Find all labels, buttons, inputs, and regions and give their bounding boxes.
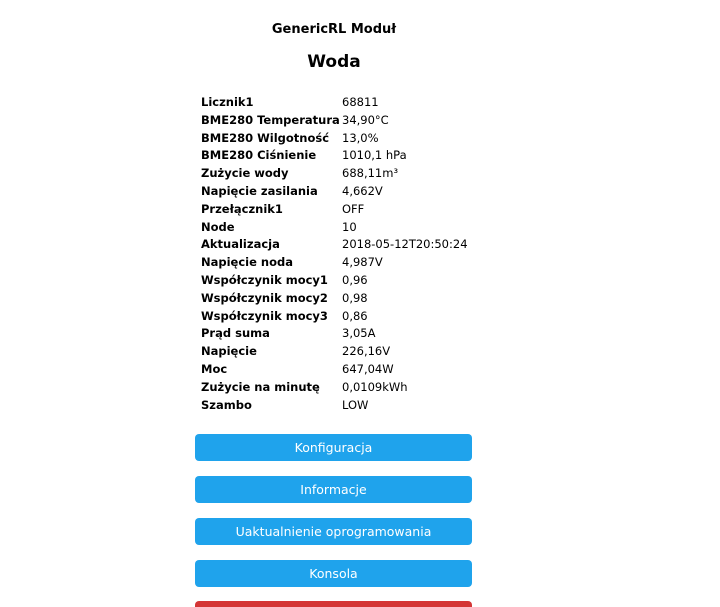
sensor-row <box>201 147 468 165</box>
sensor-value: 2018-05-12T20:50:24 <box>342 237 468 252</box>
sensor-label: BME280 Ciśnienie <box>201 148 317 163</box>
sensor-row <box>201 219 468 237</box>
sensor-value: 0,96 <box>342 272 368 287</box>
sensor-value: 4,987V <box>342 255 383 270</box>
sensor-label: Współczynik mocy1 <box>201 272 328 287</box>
sensor-value: 688,11m³ <box>342 166 399 181</box>
sensor-value: 4,662V <box>342 183 383 198</box>
configuration-button[interactable]: Konfiguracja <box>195 434 472 461</box>
sensor-row <box>201 254 468 272</box>
sensor-label: Aktualizacja <box>201 237 280 252</box>
sensor-row <box>201 325 468 343</box>
sensor-row <box>201 361 468 379</box>
sensor-row <box>201 308 468 326</box>
sensor-row <box>201 397 468 415</box>
device-name: Woda <box>307 52 361 72</box>
sensor-value: OFF <box>342 201 365 216</box>
sensor-label: Napięcie noda <box>201 255 293 270</box>
sensor-value: 68811 <box>342 95 379 109</box>
sensor-label: Zużycie na minutę <box>201 379 320 394</box>
sensor-row <box>201 343 468 361</box>
sensor-label: Node <box>201 219 235 234</box>
sensor-label: BME280 Wilgotność <box>201 130 330 145</box>
sensor-table <box>201 94 468 414</box>
sensor-label: Współczynik mocy2 <box>201 290 328 305</box>
sensor-label: Prąd suma <box>201 326 270 341</box>
sensor-row <box>201 165 468 183</box>
sensor-value: 34,90°C <box>342 112 389 127</box>
sensor-label: Moc <box>201 361 228 376</box>
sensor-row <box>201 236 468 254</box>
sensor-value: 13,0% <box>342 130 379 145</box>
sensor-value: 10 <box>342 219 357 234</box>
sensor-label: BME280 Temperatura <box>201 112 340 127</box>
sensor-value: 647,04W <box>342 361 394 376</box>
sensor-row <box>201 130 468 148</box>
sensor-value: 226,16V <box>342 344 391 359</box>
sensor-row <box>201 94 468 112</box>
sensor-label: Zużycie wody <box>201 166 289 181</box>
restart-button[interactable] <box>195 601 472 607</box>
sensor-value: LOW <box>342 397 369 412</box>
sensor-value: 3,05A <box>342 326 376 341</box>
sensor-row <box>201 272 468 290</box>
sensor-label: Napięcie zasilania <box>201 183 318 198</box>
sensor-value: 0,98 <box>342 290 368 305</box>
module-title: GenericRL Moduł <box>271 22 397 37</box>
sensor-value: 0,0109kWh <box>342 379 408 394</box>
sensor-label: Przełącznik1 <box>201 201 283 216</box>
sensor-label: Licznik1 <box>201 95 254 109</box>
sensor-row <box>201 379 468 397</box>
sensor-value: 0,86 <box>342 308 368 323</box>
firmware-upgrade-button[interactable]: Uaktualnienie oprogramowania <box>195 518 472 545</box>
sensor-row <box>201 183 468 201</box>
sensor-value: 1010,1 hPa <box>342 148 407 163</box>
sensor-label: Współczynik mocy3 <box>201 308 328 323</box>
console-button[interactable]: Konsola <box>195 560 472 587</box>
sensor-label: Napięcie <box>201 344 257 359</box>
sensor-row <box>201 290 468 308</box>
sensor-row <box>201 112 468 130</box>
sensor-label: Szambo <box>201 397 252 412</box>
sensor-row <box>201 201 468 219</box>
information-button[interactable]: Informacje <box>195 476 472 503</box>
